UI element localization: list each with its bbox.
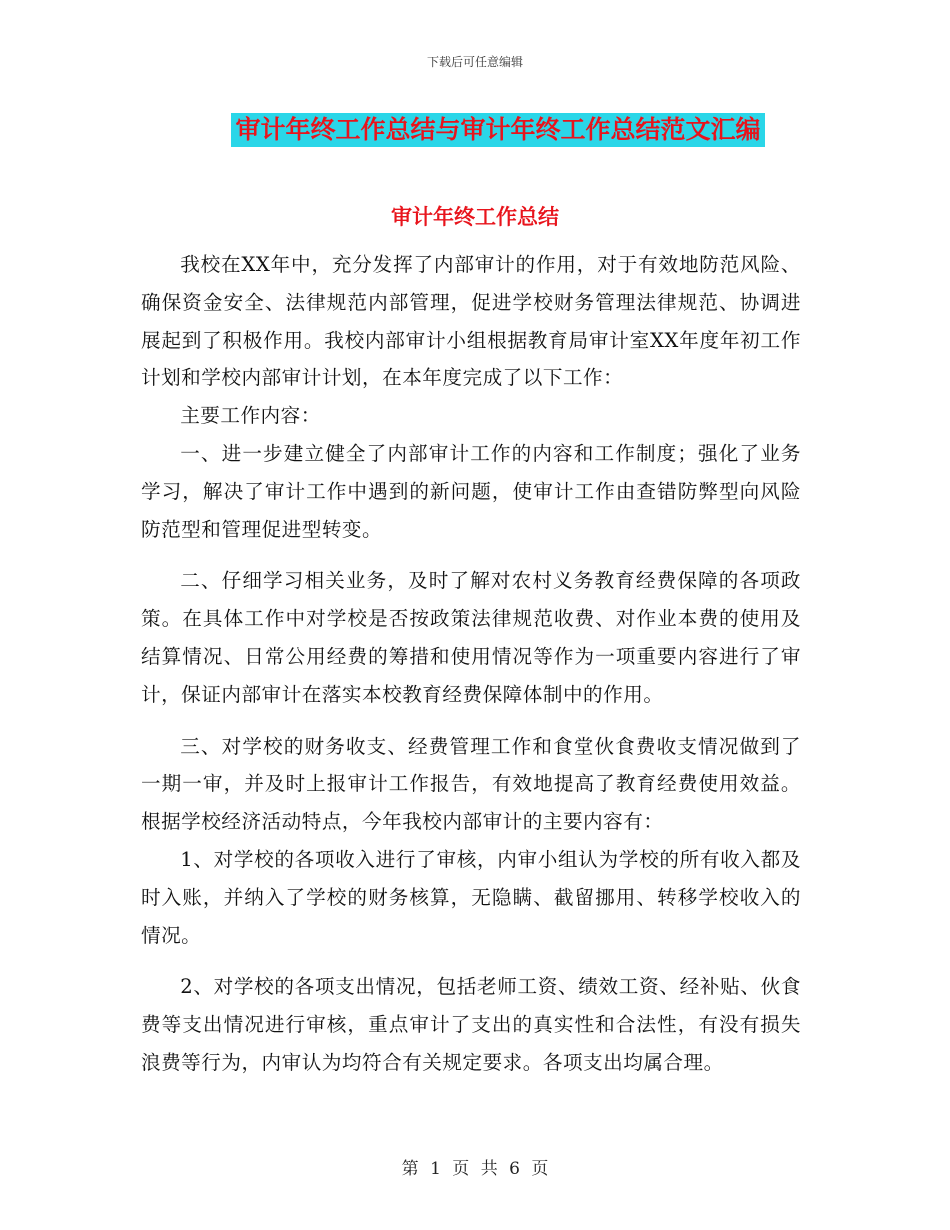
document-body: [141, 246, 801, 1082]
document-title: 审计年终工作总结与审计年终工作总结范文汇编: [231, 113, 764, 147]
paragraph-item-2: 二、仔细学习相关业务，及时了解对农村义务教育经费保障的各项政策。在具体工作中对学校是否按政策法律规范收费、对作业本费的使用及结算情况、日常公用经费的筹措和使用情况等作为一项重要内容进行了审计，保证内部审计在落实本校教育经费保障体制中的作用。: [141, 569, 801, 706]
header-note: 下载后可任意编辑: [426, 55, 523, 69]
section-title: 审计年终工作总结: [391, 205, 559, 229]
paragraph-item-1: 一、进一步建立健全了内部审计工作的内容和工作制度；强化了业务学习，解决了审计工作中遇到的新问题，使审计工作由查错防弊型向风险防范型和管理促进型转变。: [141, 441, 801, 541]
paragraph-item-3: 三、对学校的财务收支、经费管理工作和食堂伙食费收支情况做到了一期一审，并及时上报审计工作报告，有效地提高了教育经费使用效益。根据学校经济活动特点，今年我校内部审计的主要内容有：: [141, 734, 801, 834]
paragraph-subitem-1: 1、对学校的各项收入进行了审核，内审小组认为学校的所有收入都及时入账，并纳入了学校的财务核算，无隐瞒、截留挪用、转移学校收入的情况。: [141, 847, 801, 947]
document-title-wrap: [0, 113, 950, 147]
paragraph-subitem-2: 2、对学校的各项支出情况，包括老师工资、绩效工资、经补贴、伙食费等支出情况进行审核，重点审计了支出的真实性和合法性，有没有损失浪费等行为，内审认为均符合有关规定要求。各项支出均属合理。: [141, 975, 801, 1074]
paragraph-main-content-heading: 主要工作内容：: [180, 404, 321, 428]
page-number: 第 1 页 共 6 页: [401, 1159, 549, 1179]
paragraph-intro: 我校在XX年中，充分发挥了内部审计的作用，对于有效地防范风险、确保资金安全、法律规范内部管理，促进学校财务管理法律规范、协调进展起到了积极作用。我校内部审计小组根据教育局审计室XX年度年初工作计划和学校内部审计计划，在本年度完成了以下工作：: [141, 253, 801, 390]
